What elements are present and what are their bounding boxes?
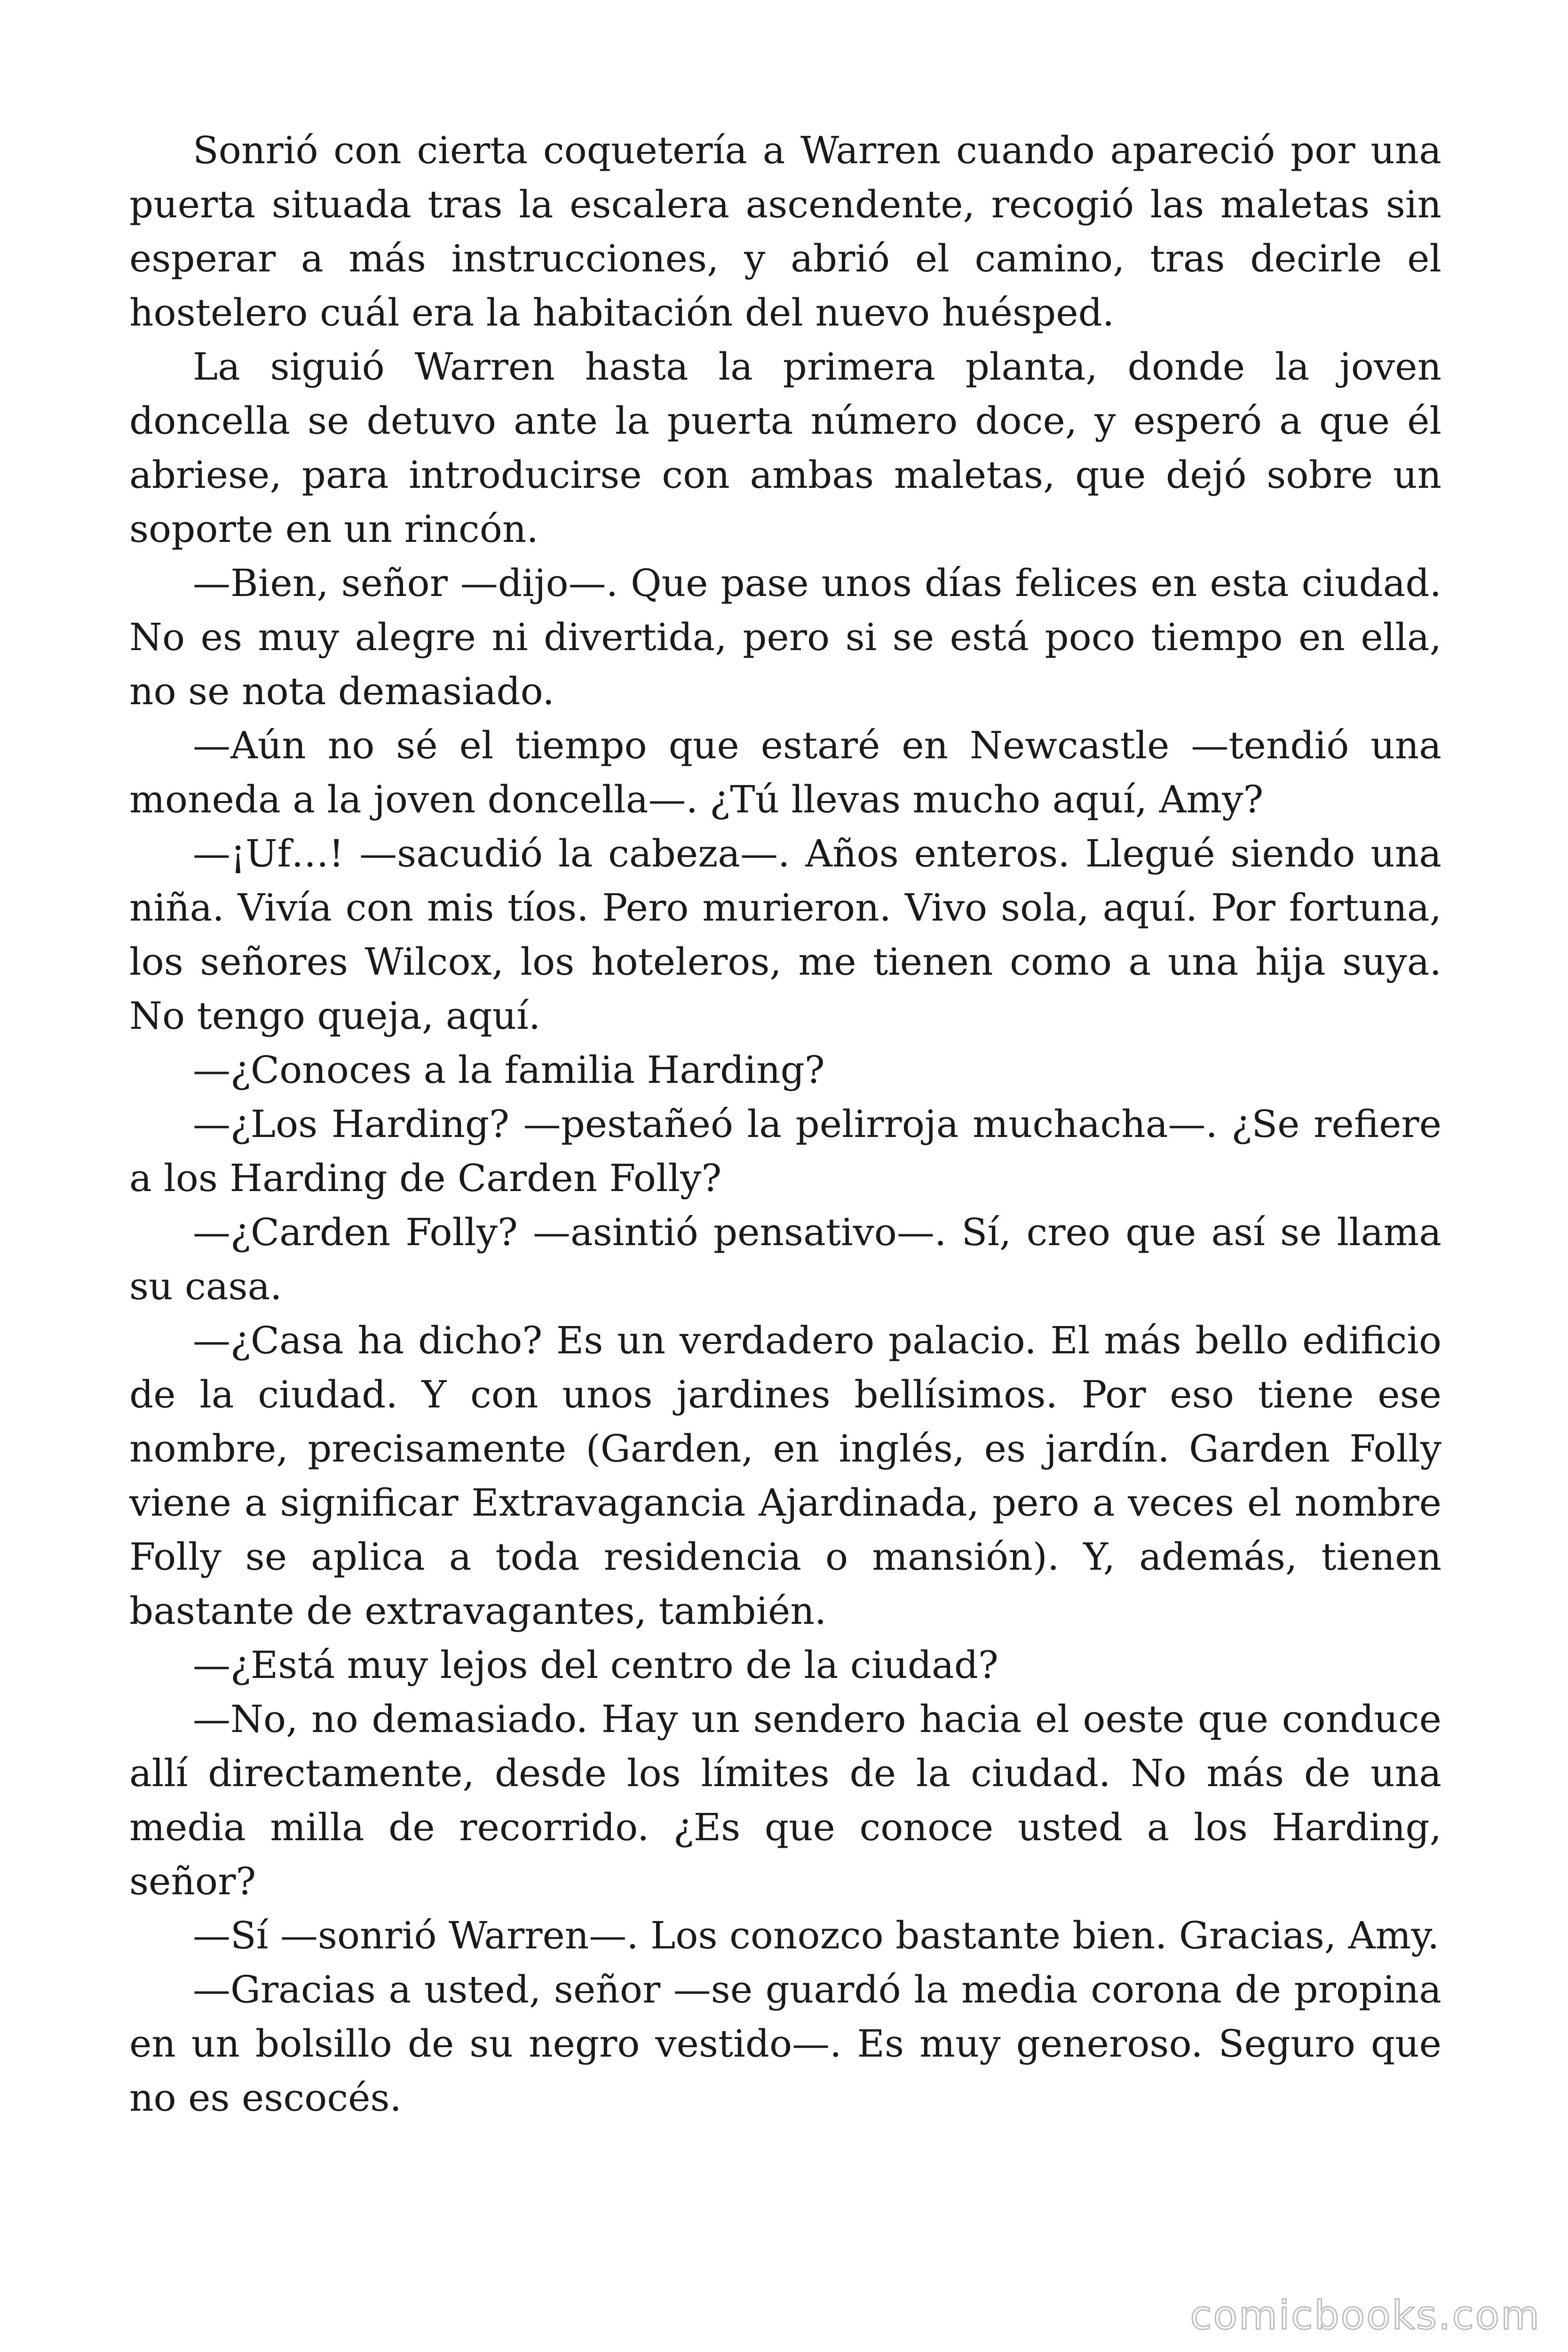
paragraph: —Gracias a usted, señor —se guardó la media corona de propina en un bolsillo de su negro vestido—. Es muy generoso. Seguro que no es escocés. — [129, 1968, 1441, 2120]
watermark: comicbooks.com — [1190, 2292, 1541, 2338]
paragraph: —¡Uf…! —sacudió la cabeza—. Años enteros. Llegué siendo una niña. Vivía con mis tíos. Pero murieron. Vivo sola, aquí. Por fortuna, los señores Wilcox, los hoteleros, me tienen como a una hija suya. No tengo queja, aquí. — [129, 832, 1441, 1038]
paragraph: Sonrió con cierta coquetería a Warren cuando apareció por una puerta situada tras la escalera ascendente, recogió las maletas sin esperar a más instrucciones, y abrió el camino, tras decirle el hostelero cuál era la habitación del nuevo huésped. — [129, 128, 1441, 334]
paragraph: La siguió Warren hasta la primera planta, donde la joven doncella se detuvo ante la puerta número doce, y esperó a que él abriese, para introducirse con ambas maletas, que dejó sobre un soporte en un rincón. — [129, 345, 1441, 551]
paragraph: —¿Carden Folly? —asintió pensativo—. Sí, creo que así se llama su casa. — [129, 1210, 1441, 1308]
paragraph: —¿Casa ha dicho? Es un verdadero palacio. El más bello edificio de la ciudad. Y con unos jardines bellísimos. Por eso tiene ese nombre, precisamente (Garden, en inglés, es jardín. Garden Folly viene a significar Extravagancia Ajardinada, pero a veces el nombre Folly se aplica a toda residencia o mansión). Y, además, tienen bastante de extravagantes, también. — [129, 1319, 1441, 1633]
paragraph: —¿Los Harding? —pestañeó la pelirroja muchacha—. ¿Se refiere a los Harding de Carden Folly? — [129, 1102, 1441, 1200]
paragraph: —No, no demasiado. Hay un sendero hacia el oeste que conduce allí directamente, desde los límites de la ciudad. No más de una media milla de recorrido. ¿Es que conoce usted a los Harding, señor? — [129, 1697, 1441, 1903]
paragraph: —¿Está muy lejos del centro de la ciudad? — [193, 1643, 998, 1687]
body-text — [129, 123, 1441, 2125]
paragraph: —Bien, señor —dijo—. Que pase unos días felices en esta ciudad. No es muy alegre ni divertida, pero si se está poco tiempo en ella, no se nota demasiado. — [129, 561, 1441, 713]
paragraph: —Aún no sé el tiempo que estaré en Newcastle —tendió una moneda a la joven doncella—. ¿Tú llevas mucho aquí, Amy? — [129, 723, 1441, 821]
paragraph: —¿Conoces a la familia Harding? — [193, 1048, 825, 1092]
paragraph: —Sí —sonrió Warren—. Los conozco bastante bien. Gracias, Amy. — [193, 1914, 1440, 1957]
